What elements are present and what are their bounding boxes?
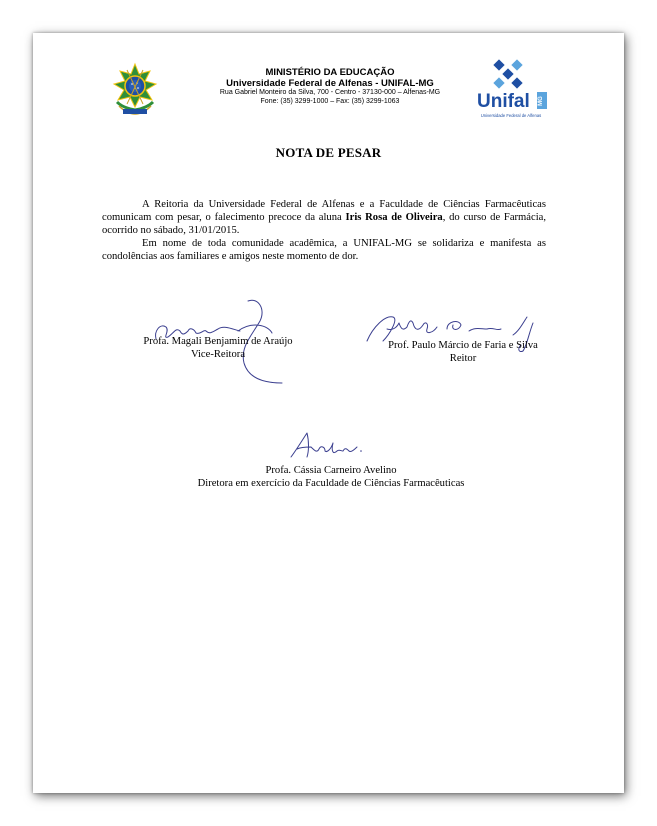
- paragraph-condolences: Em nome de toda comunidade acadêmica, a UNIFAL-MG se solidariza e manifesta as condolências aos familiares e amigos neste momento de dor.: [102, 238, 546, 262]
- body-text: [102, 198, 546, 263]
- brazil-coat-of-arms-icon: [109, 62, 161, 118]
- ministry-name: MINISTÉRIO DA EDUCAÇÃO: [265, 67, 395, 78]
- paragraph-announcement: [102, 198, 546, 237]
- university-phone: Fone: (35) 3299-1000 – Fax: (35) 3299-1063: [260, 97, 400, 105]
- unifal-logo: [473, 59, 549, 121]
- signatory-role-center: Diretora em exercício da Faculdade de Ciências Farmacêuticas: [197, 478, 465, 489]
- signatory-role-right: Reitor: [449, 353, 477, 364]
- page-title: NOTA DE PESAR: [275, 145, 382, 160]
- signature-block-center: [133, 464, 529, 490]
- university-name: Universidade Federal de Alfenas - UNIFAL-MG: [226, 78, 434, 89]
- unifal-logo-text: Unifal: [477, 91, 530, 112]
- signatory-role-left: Vice-Reitora: [190, 349, 246, 360]
- letterhead: [33, 33, 624, 133]
- paragraph1-before: A Reitoria da Universidade Federal de Alfenas e a Faculdade de Ciências Farmacêuticas comunicam com pesar, o falecimento precoce da aluna: [102, 199, 546, 223]
- student-name: Iris Rosa de Oliveira: [345, 212, 443, 223]
- document-page: [33, 33, 624, 793]
- signature-block-left: [123, 335, 313, 361]
- signatory-name-right: Prof. Paulo Márcio de Faria e Silva: [388, 340, 538, 351]
- signature-center-icon: [285, 429, 365, 463]
- paragraph1-after: , do curso de Farmácia, ocorrido no sábado, 31/01/2015.: [102, 212, 546, 236]
- signatory-name-left: Profa. Magali Benjamim de Araújo: [143, 336, 293, 347]
- letterhead-text: [183, 67, 477, 106]
- university-address: Rua Gabriel Monteiro da Silva, 700 - Centro - 37130-000 – Alfenas-MG: [219, 89, 441, 96]
- unifal-cross-icon: [493, 59, 522, 88]
- unifal-logo-suffix: MG: [538, 96, 544, 106]
- signatory-name-center: Profa. Cássia Carneiro Avelino: [265, 465, 397, 476]
- signature-block-right: [363, 339, 563, 365]
- unifal-logo-subtitle: Universidade Federal de Alfenas: [480, 113, 542, 118]
